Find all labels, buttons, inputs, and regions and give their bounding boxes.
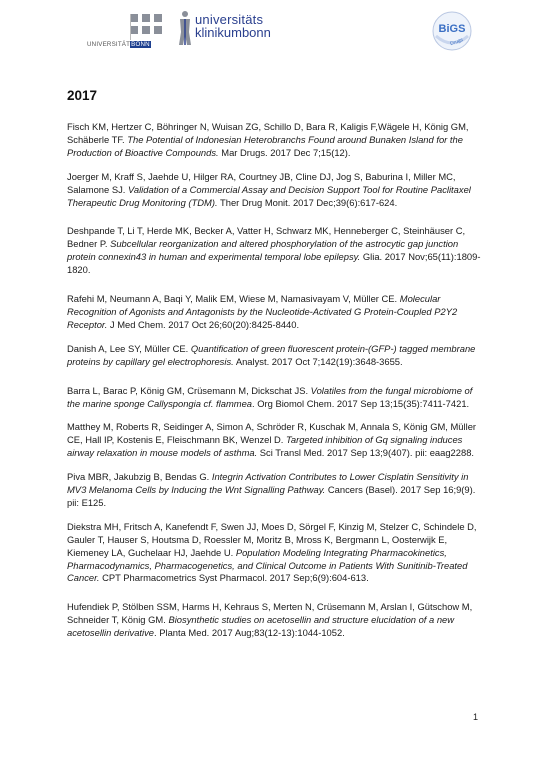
bigs-drugs-logo [430, 10, 474, 52]
reference-item [67, 343, 485, 369]
ref-source: J Med Chem. 2017 Oct 26;60(20):8425-8440. [107, 318, 300, 330]
clinic-figure-icon [177, 10, 193, 46]
university-bonn-logo [87, 14, 167, 50]
ref-authors: Rafehi M, Neumann A, Baqi Y, Malik EM, Wiese M, Namasivayam V, Müller CE. [67, 293, 400, 305]
ref-title: Biosynthetic studies on acetosellin and structure elucidation of a new acetosellin derivative [67, 614, 455, 639]
reference-item [67, 521, 485, 586]
reference-item [67, 385, 485, 411]
uni-logo-text-right: BONN [131, 41, 150, 48]
ref-source: Ther Drug Monit. 2017 Dec;39(6):617-624. [217, 196, 398, 208]
ref-authors: Piva MBR, Jakubzig B, Bendas G. [67, 471, 212, 483]
ref-authors: Matthey M, Roberts R, Seidinger A, Simon A, Schröder R, Kuschak M, Annala S, König GM, Müller CE, Hall IP, Kostenis E, Fleischmann BK, Wenzel D. [67, 421, 477, 446]
university-bonn-emblem-icon [130, 14, 162, 40]
ref-source: Cancers (Basel). 2017 Sep 16;9(9). pii: E125. [67, 484, 476, 508]
ref-source: Mar Drugs. 2017 Dec 7;15(12). [218, 146, 351, 158]
ref-source: Glia. 2017 Nov;65(11):1809-1820. [67, 251, 481, 276]
ref-source: Analyst. 2017 Oct 7;142(19):3648-3655. [233, 355, 403, 367]
reference-item [67, 121, 485, 160]
ref-title: Volatiles from the fungal microbiome of the marine sponge Callyspongia cf. flammea [67, 384, 473, 409]
ref-source: . Planta Med. 2017 Aug;83(12-13):1044-1052. [154, 627, 345, 639]
reference-item [67, 421, 485, 460]
ref-title: Validation of a Commercial Assay and Decision Support Tool for Routine Paclitaxel Therapeutic Drug Monitoring (TDM). [67, 183, 471, 208]
reference-item [67, 171, 485, 210]
universitaetsklinikum-bonn-logo [177, 10, 297, 50]
ref-authors: Joerger M, Kraff S, Jaehde U, Hilger RA, Courtney JB, Cline DJ, Jog S, Baburina I, Miller MC, Salamone SJ. [67, 170, 456, 195]
ref-title: The Potential of Indonesian Heterobranchs Found around Bunaken Island for the Production of Bioactive Compounds. [67, 133, 463, 158]
ref-title: Targeted inhibition of Gq signaling induces airway relaxation in mouse models of asthma. [67, 434, 463, 459]
ref-title: Integrin Activation Contributes to Lower Cisplatin Sensitivity in MV3 Melanoma Cells by Inducing the Wnt Signalling Pathway. [67, 471, 469, 496]
ref-authors: Hufendiek P, Stölben SSM, Harms H, Kehraus S, Merten N, Crüsemann M, Arslan I, Gütschow M, Schneider T, König GM. [67, 601, 473, 626]
ref-source: CPT Pharmacometrics Syst Pharmacol. 2017 Sep;6(9):604-613. [99, 572, 369, 584]
ref-source: . Org Biomol Chem. 2017 Sep 13;15(35):7411-7421. [252, 397, 470, 409]
page-number: 1 [473, 712, 479, 722]
ref-authors: Barra L, Barac P, König GM, Crüsemann M, Dickschat JS. [67, 384, 311, 396]
bigs-logo-text: BiGS [438, 23, 466, 35]
reference-item [67, 471, 485, 510]
ref-title: Quantification of green fluorescent protein-(GFP-) tagged membrane proteins by capillary gel electrophoresis. [67, 342, 476, 367]
ref-title: Subcellular reorganization and altered phosphorylation of the astrocytic gap junction protein connexin43 in human and experimental temporal lobe epilepsy. [67, 238, 459, 263]
ref-title: Molecular Recognition of Agonists and Antagonists by the Nucleotide-Activated G Protein-Coupled P2Y2 Receptor. [67, 293, 458, 330]
year-heading: 2017 [67, 88, 98, 103]
ref-authors: Danish A, Lee SY, Müller CE. [67, 342, 191, 354]
reference-item [67, 225, 485, 277]
uni-logo-text-left: UNIVERSITÄT [87, 41, 131, 48]
ref-authors: Diekstra MH, Fritsch A, Kanefendt F, Swen JJ, Moes D, Sörgel F, Kinzig M, Stelzer C, Schindele D, Gauler T, Hauser S, Houtsma D, Roessler M, Moritz B, Mross K, Bergmann L, Oosterwijk E, Kiemeney LA, Guchelaar HJ, Jaehde U. [67, 520, 477, 558]
reference-item [67, 293, 485, 332]
bigs-logo-subtext: Drugs [449, 36, 464, 48]
ref-authors: Deshpande T, Li T, Herde MK, Becker A, Vatter H, Schwarz MK, Henneberger C, Steinhäuser C, Bedner P. [67, 225, 466, 250]
reference-item [67, 601, 485, 640]
clinic-logo-line1: universitäts [195, 12, 264, 27]
ref-authors: Fisch KM, Hertzer C, Böhringer N, Wuisan ZG, Schillo D, Bara R, Kaligis F,Wägele H, König GM, Schäberle TF. [67, 121, 469, 145]
ref-source: Sci Transl Med. 2017 Sep 13;9(407). pii: eaag2288. [257, 447, 475, 459]
ref-title: Population Modeling Integrating Pharmacokinetics, Pharmacodynamics, Pharmacogenetics, and Clinical Outcome in Patients With Sunitinib-Treated Cancer. [67, 546, 468, 584]
reference-list [67, 121, 485, 640]
clinic-logo-line2: klinikumbonn [195, 25, 271, 40]
